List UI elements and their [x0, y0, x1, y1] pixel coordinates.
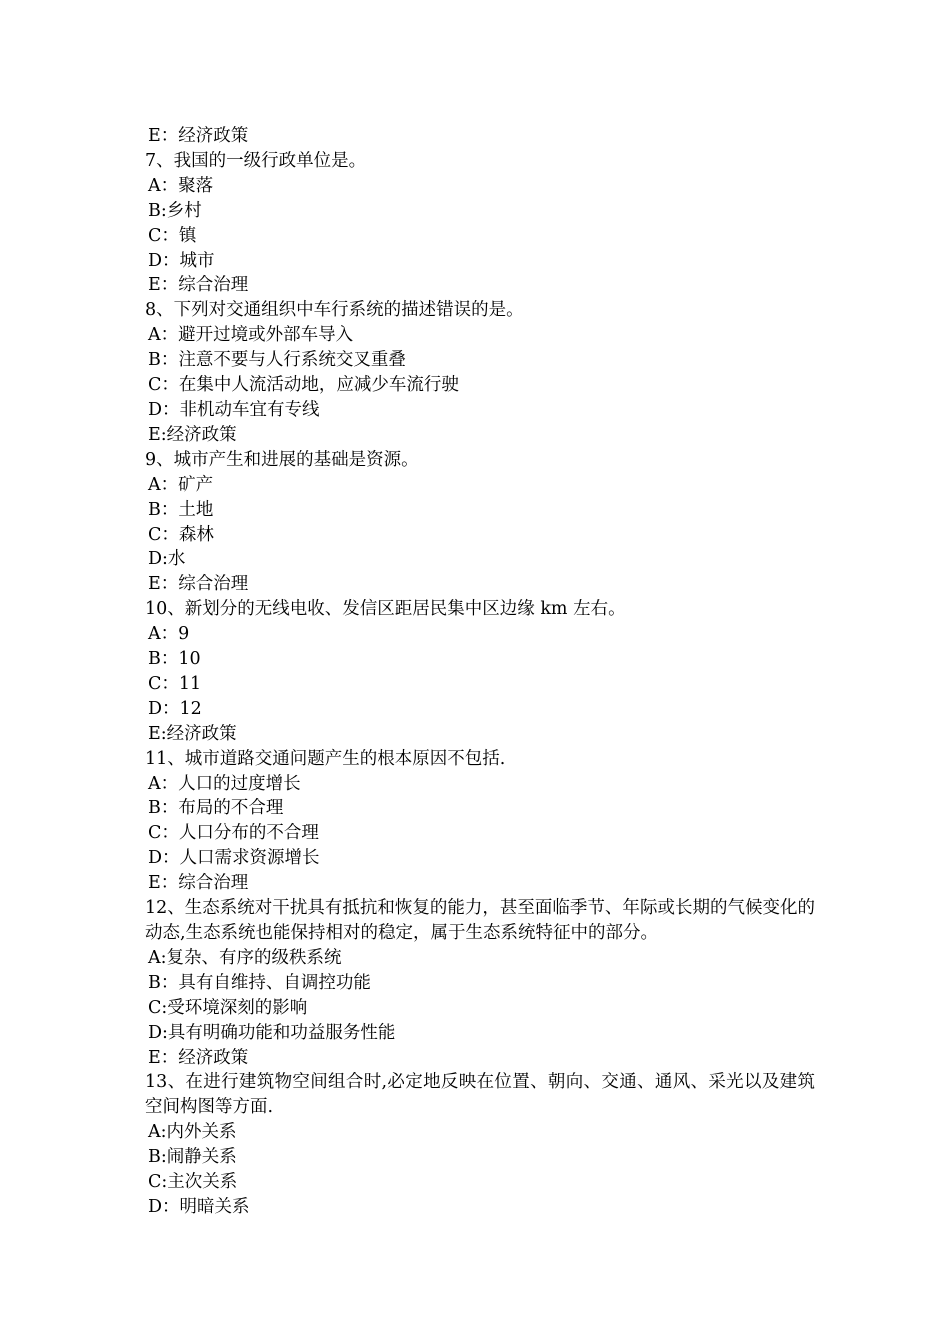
question-text: 13、在进行建筑物空间组合时,必定地反映在位置、朝向、交通、通风、采光以及建筑空间构图等方面.	[145, 1072, 815, 1118]
answer-option: A:内外关系	[148, 1122, 237, 1143]
answer-option: E：经济政策	[148, 126, 249, 146]
answer-option: E：综合治理	[148, 574, 249, 595]
answer-option: C：镇	[148, 225, 197, 246]
answer-option: A:复杂、有序的级秩系统	[148, 947, 342, 968]
answer-option: E：综合治理	[148, 275, 249, 296]
answer-option: A：矿产	[148, 474, 214, 495]
answer-option: B：具有自维持、自调控功能	[148, 972, 371, 993]
answer-option: B：10	[148, 649, 201, 670]
answer-option: D:水	[148, 549, 186, 570]
question-text: 11、城市道路交通问题产生的根本原因不包括.	[145, 748, 506, 769]
answer-option: C：森林	[148, 524, 214, 545]
answer-option: B:乡村	[148, 200, 202, 221]
document-body	[145, 124, 815, 1220]
answer-option: B:闹静关系	[148, 1147, 237, 1168]
answer-option: D:具有明确功能和功益服务性能	[148, 1022, 396, 1043]
answer-option: B：土地	[148, 499, 214, 520]
question-text: 12、生态系统对干扰具有抵抗和恢复的能力，甚至面临季节、年际或长期的气候变化的动态,生态系统也能保持相对的稳定，属于生态系统特征中的部分。	[145, 898, 815, 943]
answer-option: D：城市	[148, 250, 215, 271]
answer-option: D：人口需求资源增长	[148, 848, 320, 869]
answer-option: C:受环境深刻的影响	[148, 997, 308, 1018]
answer-option: B：布局的不合理	[148, 798, 284, 819]
question-text: 7、我国的一级行政单位是。	[145, 150, 367, 171]
answer-option: E：经济政策	[148, 1047, 249, 1068]
answer-option: E：综合治理	[148, 873, 249, 894]
answer-option: C：11	[148, 673, 202, 694]
answer-option: C：人口分布的不合理	[148, 823, 319, 844]
answer-option: A：人口的过度增长	[148, 773, 301, 794]
question-text: 10、新划分的无线电收、发信区距居民集中区边缘 km 左右。	[145, 599, 626, 620]
answer-option: A：9	[148, 624, 190, 645]
question-text: 9、城市产生和进展的基础是资源。	[145, 449, 419, 470]
answer-option: D：12	[148, 698, 202, 719]
answer-option: C：在集中人流活动地，应减少车流行驶	[148, 375, 459, 396]
answer-option: E:经济政策	[148, 723, 237, 744]
answer-option: D：明暗关系	[148, 1196, 250, 1217]
answer-option: E:经济政策	[148, 424, 237, 445]
question-text: 8、下列对交通组织中车行系统的描述错误的是。	[145, 300, 524, 321]
answer-option: B：注意不要与人行系统交叉重叠	[148, 350, 406, 371]
answer-option: C:主次关系	[148, 1172, 238, 1193]
answer-option: A：聚落	[148, 175, 214, 196]
answer-option: D：非机动车宜有专线	[148, 399, 320, 420]
answer-option: A：避开过境或外部车导入	[148, 325, 354, 346]
